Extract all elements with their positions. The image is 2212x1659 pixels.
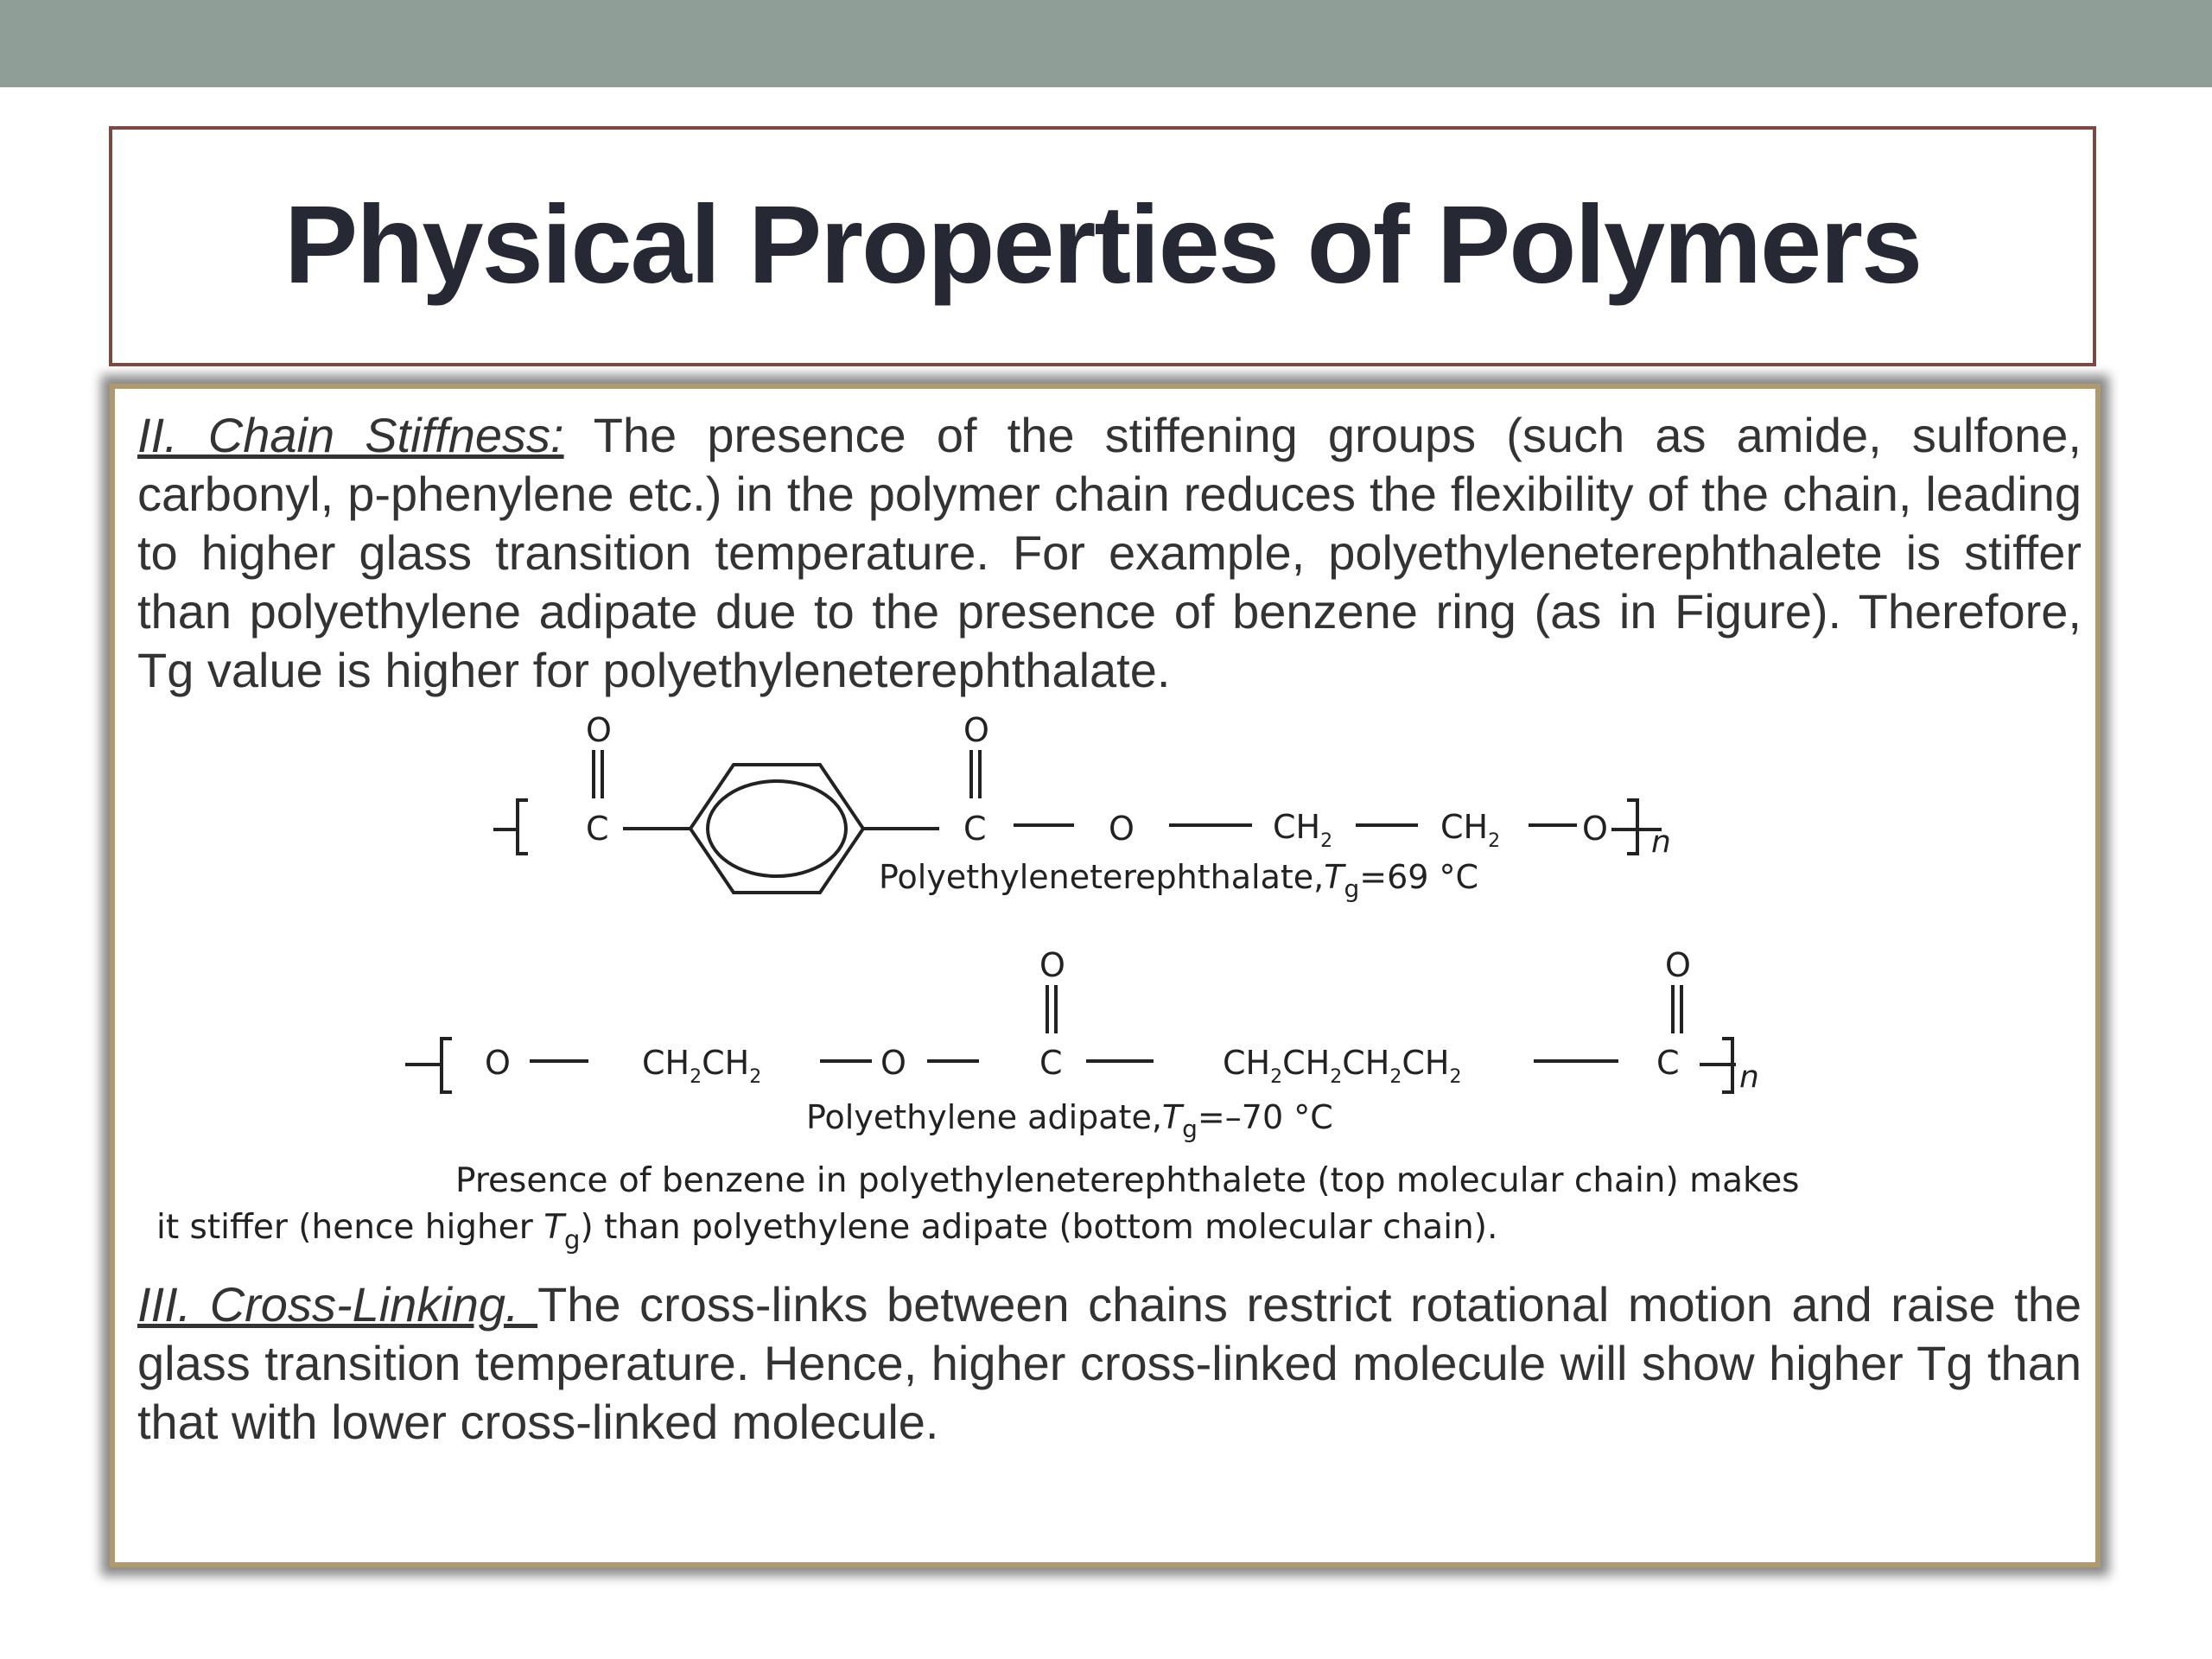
- chain-stiffness-heading: II. Chain Stiffness:: [137, 408, 564, 462]
- figure-caption-line2: it stiffer (hence higher $T_g$) than polyethylene adipate (bottom molecular chain).: [156, 1208, 1498, 1255]
- pea-c2: C: [1656, 1044, 1680, 1082]
- pet-ch2-a: $CH_2$: [1273, 808, 1333, 852]
- pea-label: Polyethylene $adipate,T_g=-70$ °C: [806, 1098, 1333, 1143]
- polymer-structures-figure: [115, 389, 2095, 1253]
- pea-o1: O: [485, 1044, 511, 1082]
- pet-o2: O: [1582, 810, 1608, 848]
- pea-o-top1: O: [1039, 946, 1065, 984]
- header-band: [0, 0, 2212, 87]
- pet-bracket-left: [518, 800, 528, 854]
- cross-linking-heading: III. Cross-Linking.: [137, 1277, 538, 1332]
- pea-o2: O: [880, 1044, 906, 1082]
- pea-c1: C: [1039, 1044, 1063, 1082]
- pet-bracket-right: [1627, 800, 1637, 854]
- pea-o-top2: O: [1665, 946, 1691, 984]
- pea-chain: $CH_2CH_2CH_2CH_2$: [1223, 1044, 1462, 1088]
- pet-label: $Polyethyleneterephthalate,T_g=69$ °C: [879, 858, 1479, 903]
- content-panel: [110, 384, 2101, 1567]
- chain-stiffness-text: The presence of the stiffening groups (such as amide, sulfone, carbonyl, p-phenylene etc.) in the polymer chain reduces the flexibility of the chain, leading to higher glass transition temperature. For example, polyethyleneterephthalete is stiffer than polyethylene adipate due to the presence of benzene ring (as in Figure). Therefore, Tg value is higher for polyethyleneterephthalate.: [137, 408, 2082, 697]
- pet-o-top2: O: [963, 711, 989, 749]
- benzene-ring: [690, 765, 863, 893]
- page-title: Physical Properties of Polymers: [283, 182, 1922, 307]
- pet-c1: C: [586, 810, 609, 848]
- pet-c2: C: [963, 810, 987, 848]
- pea-n: n: [1739, 1059, 1759, 1095]
- figure-caption-line1: Presence of benzene in polyethyleneterephthalete (top molecular chain) makes: [455, 1161, 1800, 1200]
- pet-ch2-b: $CH_2$: [1440, 808, 1501, 852]
- cross-linking-paragraph: [137, 1275, 2082, 1452]
- pea-bracket-left: [442, 1039, 452, 1092]
- cross-linking-text: The cross-links between chains restrict rotational motion and raise the glass transition temperature. Hence, higher cross-linked molecule will show higher Tg than that with lower cross-linked molecule.: [137, 1277, 2082, 1449]
- pet-n: n: [1651, 824, 1671, 860]
- pea-ch2ch2: $CH_2CH_2$: [642, 1044, 762, 1088]
- pet-o1: O: [1109, 810, 1135, 848]
- pet-o-top1: O: [586, 711, 612, 749]
- title-box: [109, 126, 2096, 366]
- benzene-inner-ring: [708, 781, 846, 876]
